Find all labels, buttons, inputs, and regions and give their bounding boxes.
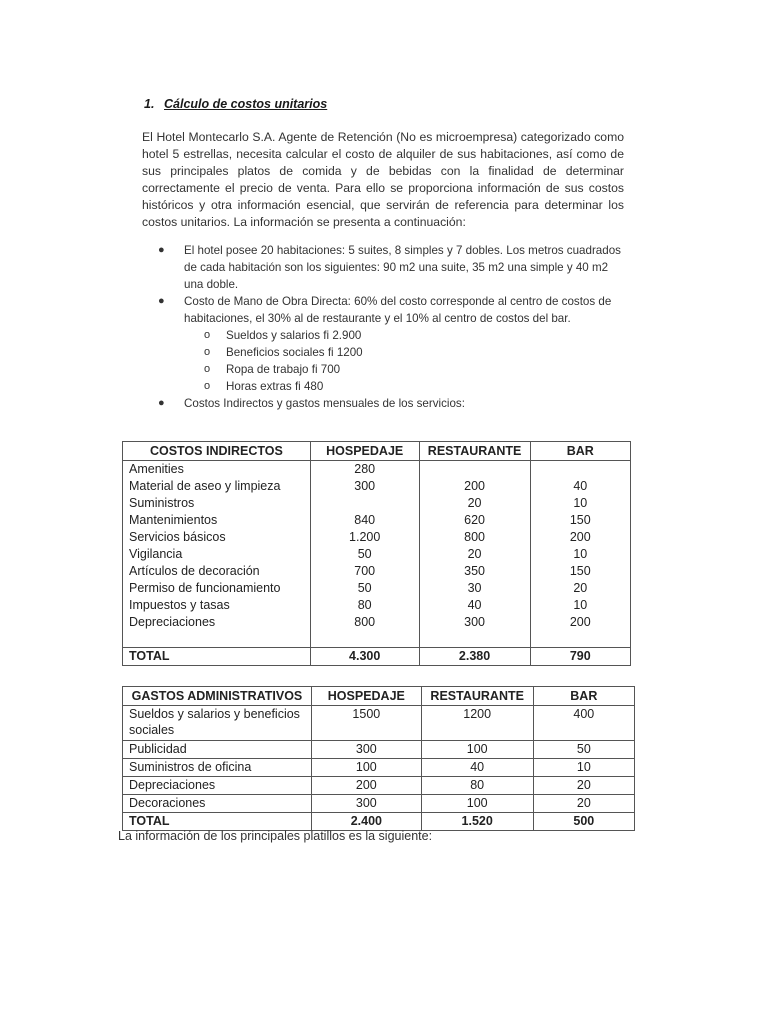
row-label: Impuestos y tasas [123, 597, 311, 614]
cell-value: 20 [533, 777, 634, 795]
cell-value: 800 [419, 529, 530, 546]
bullet-icon: ● [158, 295, 165, 307]
total-value: 2.380 [419, 648, 530, 666]
bullet-icon: ● [158, 397, 165, 409]
table-row [123, 461, 631, 479]
cell-value: 620 [419, 512, 530, 529]
cell-value: 40 [419, 597, 530, 614]
cell-value: 40 [421, 759, 533, 777]
cell-value: 300 [310, 478, 419, 495]
table-row [123, 706, 635, 741]
cell-value: 30 [419, 580, 530, 597]
column-header: BAR [533, 687, 634, 706]
total-label: TOTAL [123, 648, 311, 666]
cell-value: 20 [419, 495, 530, 512]
row-label: Artículos de decoración [123, 563, 311, 580]
column-header: COSTOS INDIRECTOS [123, 442, 311, 461]
cell-value: 350 [419, 563, 530, 580]
circle-bullet-icon: o [204, 363, 211, 375]
sub-list [158, 327, 628, 395]
table-row [123, 529, 631, 546]
cell-value: 50 [310, 546, 419, 563]
sub-item-text: Ropa de trabajo fi 700 [226, 363, 341, 376]
indirect-costs-table [122, 441, 631, 666]
cell-value [530, 461, 630, 479]
cell-value: 100 [311, 759, 421, 777]
cell-value: 100 [421, 741, 533, 759]
row-label: Servicios básicos [123, 529, 311, 546]
cell-value: 10 [530, 495, 630, 512]
cell-value: 80 [310, 597, 419, 614]
cell-value: 150 [530, 512, 630, 529]
cell-value: 10 [533, 759, 634, 777]
cell-value: 840 [310, 512, 419, 529]
bullet-indirect [158, 395, 628, 412]
cell-value: 20 [533, 795, 634, 813]
total-value: 790 [530, 648, 630, 666]
table-total-row [123, 648, 631, 666]
column-header: RESTAURANTE [421, 687, 533, 706]
table-row [123, 495, 631, 512]
table-row [123, 741, 635, 759]
table-row [123, 512, 631, 529]
cell-value: 1200 [421, 706, 533, 741]
cell-value: 300 [311, 795, 421, 813]
total-value: 500 [533, 813, 634, 831]
bullet-labor-text: Costo de Mano de Obra Directa: 60% del costo corresponde al centro de costos de habitaciones, el 30% al de restaurante y el 10% al centro de costos del bar. [184, 295, 612, 325]
table-row [123, 777, 635, 795]
circle-bullet-icon: o [204, 329, 211, 341]
total-value: 2.400 [311, 813, 421, 831]
total-value: 4.300 [310, 648, 419, 666]
sub-item [158, 361, 628, 378]
row-label: Publicidad [123, 741, 312, 759]
column-header: HOSPEDAJE [311, 687, 421, 706]
table-header-row [123, 442, 631, 461]
admin-expenses-table [122, 686, 635, 831]
column-header: RESTAURANTE [419, 442, 530, 461]
row-label: Decoraciones [123, 795, 312, 813]
sub-item [158, 378, 628, 395]
row-label: Depreciaciones [123, 614, 311, 648]
total-label: TOTAL [123, 813, 312, 831]
column-header: BAR [530, 442, 630, 461]
cell-value: 700 [310, 563, 419, 580]
total-value: 1.520 [421, 813, 533, 831]
cell-value: 80 [421, 777, 533, 795]
section-number: 1. [144, 97, 155, 111]
row-label: Depreciaciones [123, 777, 312, 795]
cell-value: 20 [530, 580, 630, 597]
sub-item-text: Horas extras fi 480 [226, 380, 324, 393]
table-row [123, 759, 635, 777]
sub-item [158, 344, 628, 361]
row-label: Suministros [123, 495, 311, 512]
sub-item [158, 327, 628, 344]
cell-value: 150 [530, 563, 630, 580]
sub-item-text: Sueldos y salarios fi 2.900 [226, 329, 362, 342]
row-label: Vigilancia [123, 546, 311, 563]
bullet-list [158, 242, 628, 412]
cell-value [419, 461, 530, 479]
table-header-row [123, 687, 635, 706]
bullet-indirect-text: Costos Indirectos y gastos mensuales de los servicios: [184, 397, 465, 410]
section-title: Cálculo de costos unitarios [164, 97, 328, 111]
cell-value: 1500 [311, 706, 421, 741]
section-heading [144, 97, 327, 111]
row-label: Amenities [123, 461, 311, 479]
cell-value: 10 [530, 597, 630, 614]
circle-bullet-icon: o [204, 380, 211, 392]
circle-bullet-icon: o [204, 346, 211, 358]
table-row [123, 597, 631, 614]
sub-item-text: Beneficios sociales fi 1200 [226, 346, 363, 359]
cell-value: 50 [310, 580, 419, 597]
table-row [123, 580, 631, 597]
cell-value [310, 495, 419, 512]
bullet-rooms-text: El hotel posee 20 habitaciones: 5 suites, 8 simples y 7 dobles. Los metros cuadrados de cada habitación son los siguientes: 90 m2 una suite, 35 m2 una simple y 40 m2 una doble. [184, 244, 621, 291]
intro-paragraph: El Hotel Montecarlo S.A. Agente de Retención (No es microempresa) categorizado como hotel 5 estrellas, necesita calcular el costo de alquiler de sus habitaciones, así como de sus principales platos de comida y de bebidas con la finalidad de determinar correctamente el precio de venta. Para ello se proporciona información de sus costos históricos y otra información esencial, que servirán de referencia para determinar los costos unitarios. La información se presenta a continuación: [142, 130, 624, 229]
cell-value: 20 [419, 546, 530, 563]
bullet-rooms [158, 242, 628, 293]
cell-value: 200 [530, 614, 630, 648]
row-label: Material de aseo y limpieza [123, 478, 311, 495]
cell-value: 200 [530, 529, 630, 546]
row-label: Mantenimientos [123, 512, 311, 529]
row-label: Suministros de oficina [123, 759, 312, 777]
cell-value: 10 [530, 546, 630, 563]
cell-value: 40 [530, 478, 630, 495]
table-row [123, 563, 631, 580]
table-row [123, 478, 631, 495]
table-row [123, 546, 631, 563]
cell-value: 100 [421, 795, 533, 813]
table-row [123, 614, 631, 648]
closing-text: La información de los principales platillos es la siguiente: [118, 829, 433, 843]
table-row [123, 795, 635, 813]
column-header: HOSPEDAJE [310, 442, 419, 461]
cell-value: 800 [310, 614, 419, 648]
table-total-row [123, 813, 635, 831]
bullet-icon: ● [158, 244, 165, 256]
cell-value: 50 [533, 741, 634, 759]
cell-value: 300 [311, 741, 421, 759]
cell-value: 400 [533, 706, 634, 741]
cell-value: 280 [310, 461, 419, 479]
cell-value: 1.200 [310, 529, 419, 546]
row-label: Sueldos y salarios y beneficios sociales [123, 706, 312, 741]
cell-value: 200 [311, 777, 421, 795]
cell-value: 200 [419, 478, 530, 495]
cell-value: 300 [419, 614, 530, 648]
bullet-labor [158, 293, 628, 327]
column-header: GASTOS ADMINISTRATIVOS [123, 687, 312, 706]
row-label: Permiso de funcionamiento [123, 580, 311, 597]
